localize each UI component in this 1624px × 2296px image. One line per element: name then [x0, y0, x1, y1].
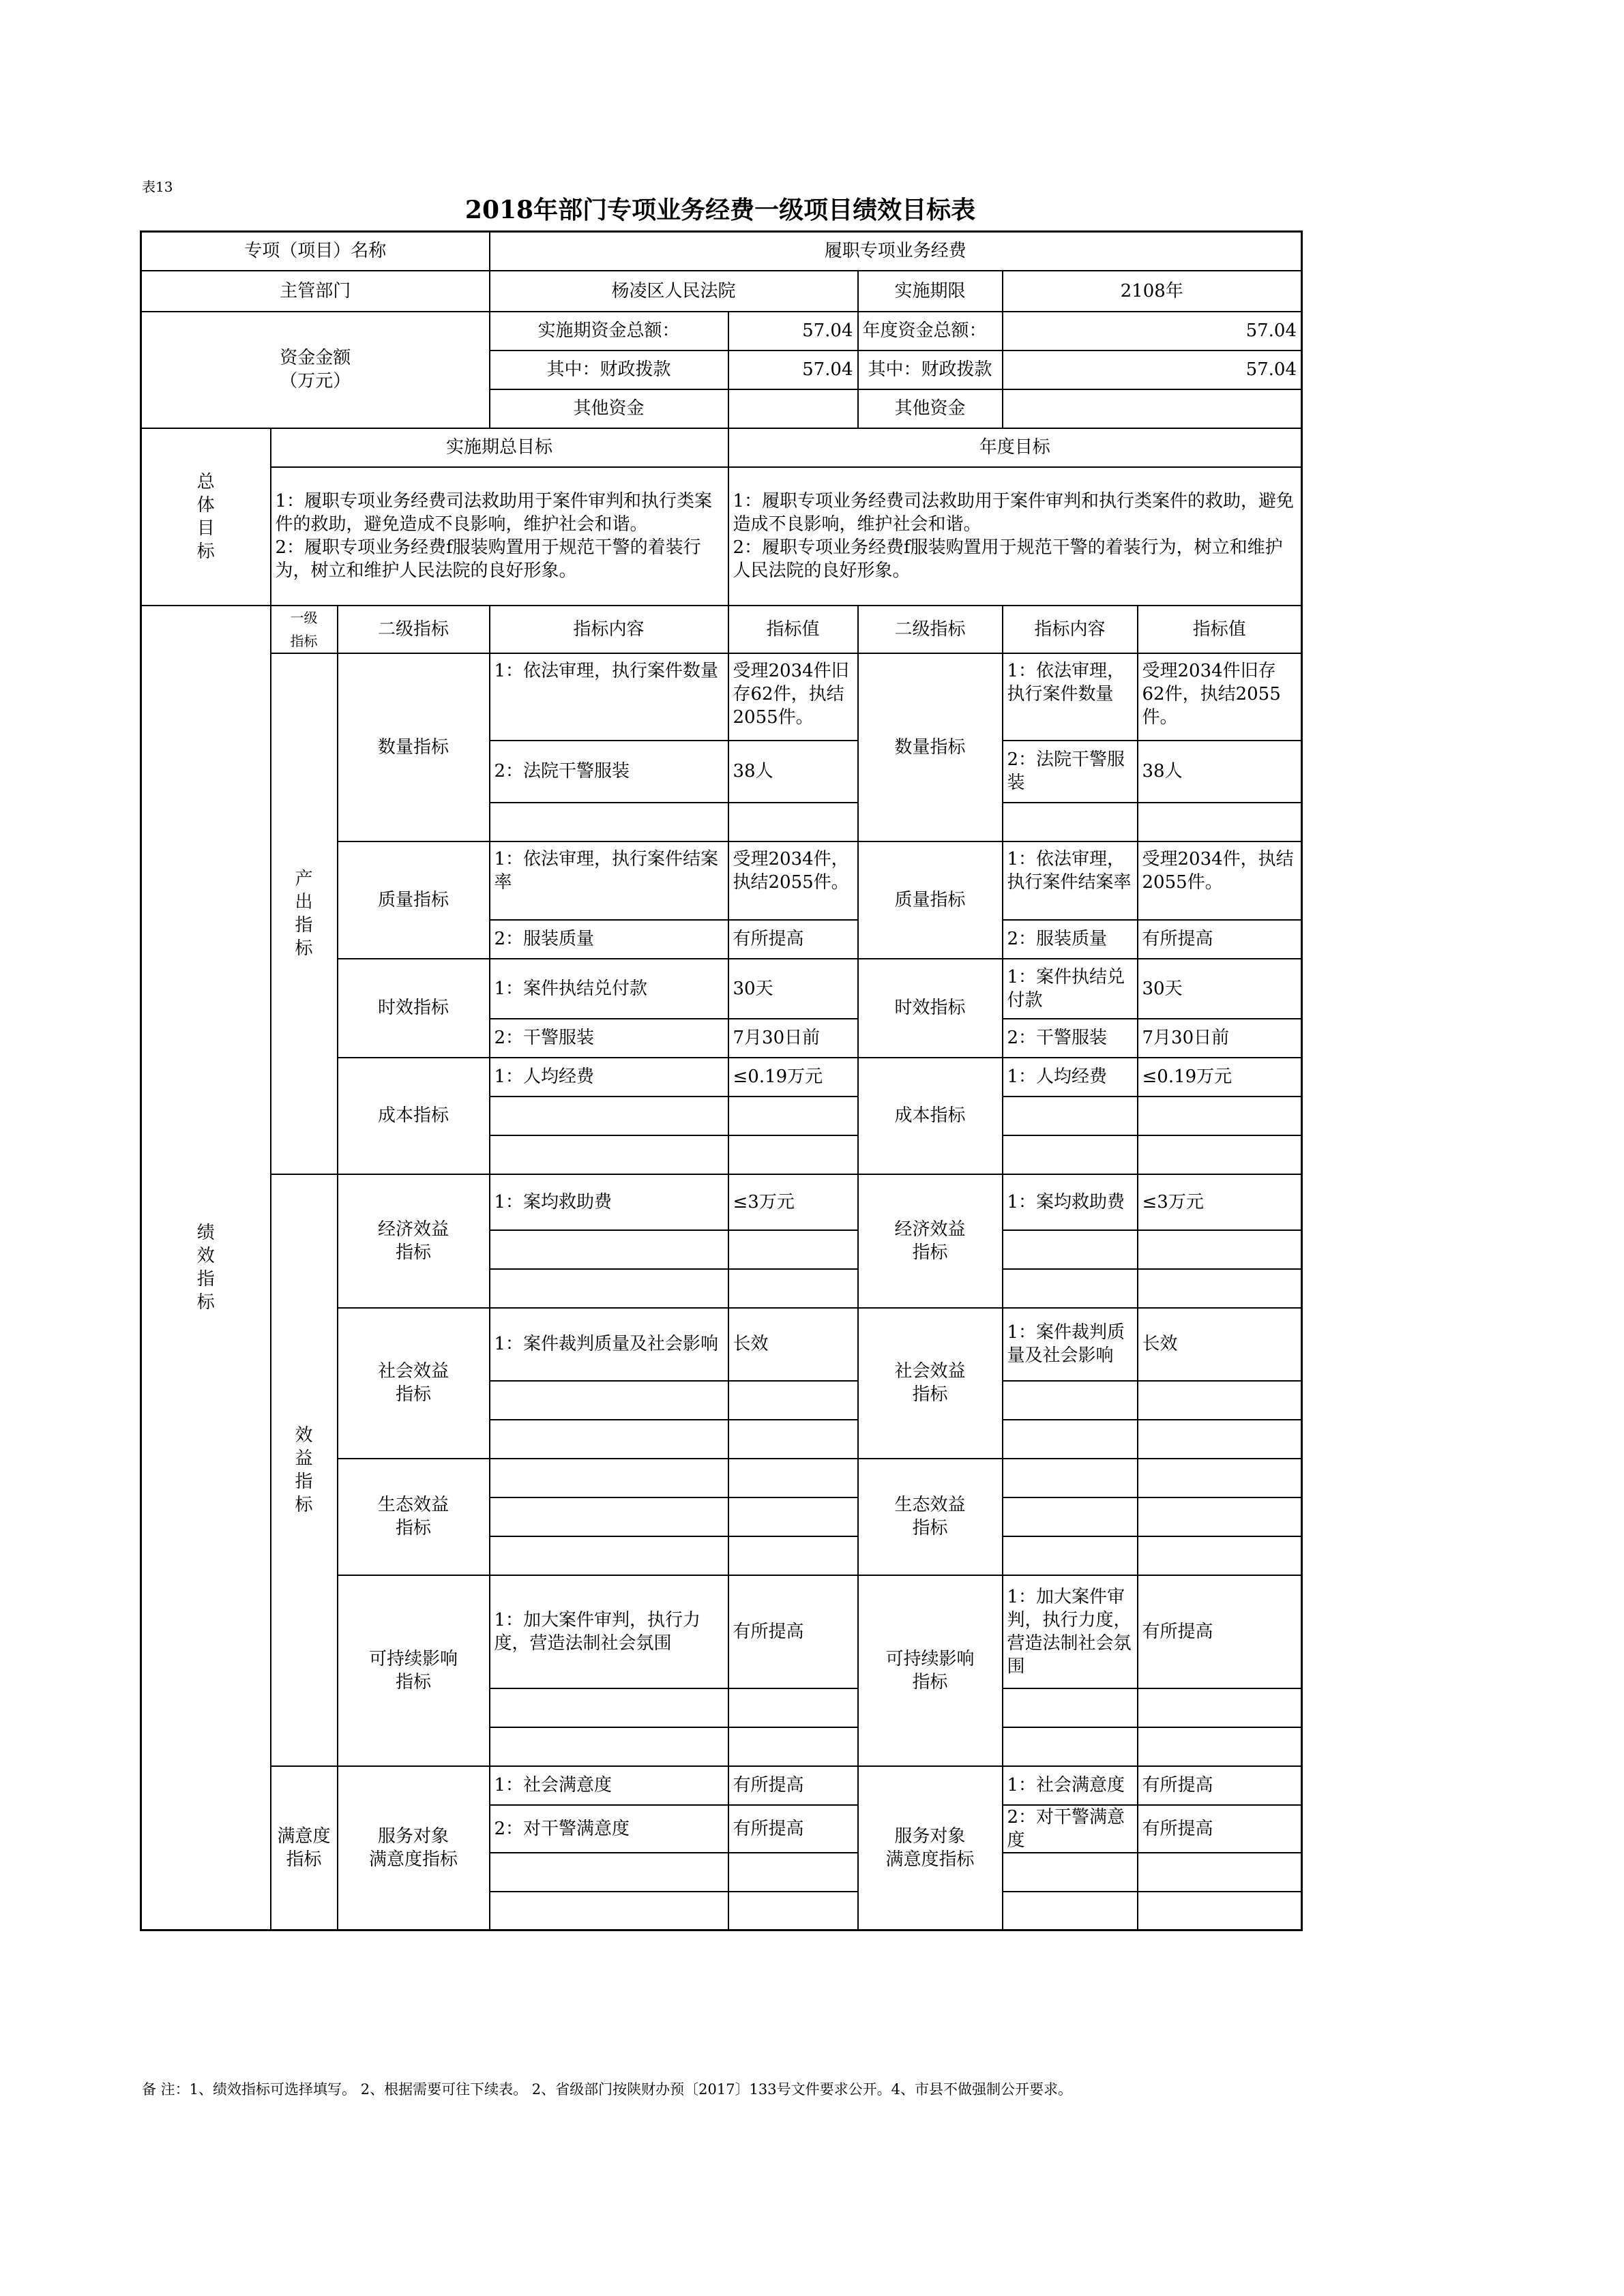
output-indicator-label: 产 出 指 标	[271, 653, 338, 1174]
social-year-value	[1138, 1381, 1302, 1420]
economic-impl-value	[728, 1230, 858, 1269]
cost-impl-content	[490, 1097, 728, 1135]
cost-impl-value	[728, 1135, 858, 1174]
year-fiscal-value: 57.04	[1003, 351, 1302, 389]
header-level2-year: 二级指标	[858, 606, 1003, 653]
cost-impl-value	[728, 1097, 858, 1135]
timeliness-year-value: 30天	[1138, 959, 1302, 1019]
sustainable-impl-content: 1：加大案件审判，执行力度，营造法制社会氛围	[490, 1575, 728, 1688]
quality-impl-content: 2：服装质量	[490, 920, 728, 959]
service-impl-value	[728, 1853, 858, 1892]
footnote: 备 注：1、绩效指标可选择填写。 2、根据需要可往下续表。 2、省级部门按陕财办预〔2017〕133号文件要求公开。4、市县不做强制公开要求。	[142, 2081, 1072, 2098]
impl-other-label: 其他资金	[490, 389, 728, 428]
ecology-impl-value	[728, 1497, 858, 1536]
quality-impl-value: 有所提高	[728, 920, 858, 959]
service-indicator-name-year: 服务对象 满意度指标	[858, 1766, 1003, 1930]
year-total-label: 年度资金总额：	[858, 312, 1003, 351]
timeliness-year-content: 2：干警服装	[1003, 1019, 1138, 1058]
social-year-value	[1138, 1420, 1302, 1459]
quantity-indicator-name-year: 数量指标	[858, 653, 1003, 841]
sustainable-impl-value: 有所提高	[728, 1575, 858, 1688]
ecology-year-value	[1138, 1536, 1302, 1575]
service-year-content	[1003, 1892, 1138, 1930]
header-content: 指标内容	[490, 606, 728, 653]
impl-total-value: 57.04	[728, 312, 858, 351]
sustainable-indicator-name: 可持续影响 指标	[338, 1575, 490, 1766]
impl-target-header: 实施期总目标	[271, 428, 728, 467]
social-year-content	[1003, 1381, 1138, 1420]
service-impl-value: 有所提高	[728, 1766, 858, 1805]
year-target-header: 年度目标	[728, 428, 1302, 467]
economic-year-content: 1：案均救助费	[1003, 1174, 1138, 1230]
period-label: 实施期限	[858, 271, 1003, 312]
quantity-impl-value: 受理2034件旧存62件，执结2055件。	[728, 653, 858, 741]
sustainable-year-value	[1138, 1688, 1302, 1727]
economic-year-value	[1138, 1230, 1302, 1269]
impl-total-label: 实施期资金总额：	[490, 312, 728, 351]
service-year-value: 有所提高	[1138, 1766, 1302, 1805]
social-indicator-name-year: 社会效益 指标	[858, 1308, 1003, 1459]
quantity-indicator-name: 数量指标	[338, 653, 490, 841]
overall-target-label: 总 体 目 标	[141, 428, 271, 606]
social-impl-content	[490, 1381, 728, 1420]
cost-indicator-name-year: 成本指标	[858, 1058, 1003, 1174]
ecology-indicator-name-year: 生态效益 指标	[858, 1459, 1003, 1575]
service-year-content	[1003, 1853, 1138, 1892]
social-year-value: 长效	[1138, 1308, 1302, 1381]
social-impl-value: 长效	[728, 1308, 858, 1381]
quantity-year-value: 受理2034件旧存62件，执结2055件。	[1138, 653, 1302, 741]
service-year-content: 1：社会满意度	[1003, 1766, 1138, 1805]
year-total-value: 57.04	[1003, 312, 1302, 351]
sustainable-impl-value	[728, 1688, 858, 1727]
ecology-impl-content	[490, 1497, 728, 1536]
header-value: 指标值	[728, 606, 858, 653]
service-year-value	[1138, 1853, 1302, 1892]
quantity-impl-value	[728, 803, 858, 841]
ecology-impl-content	[490, 1459, 728, 1497]
social-impl-content: 1：案件裁判质量及社会影响	[490, 1308, 728, 1381]
impl-other-value	[728, 389, 858, 428]
economic-impl-value: ≤3万元	[728, 1174, 858, 1230]
impl-target-text: 1：履职专项业务经费司法救助用于案件审判和执行类案件的救助，避免造成不良影响，维护社会和谐。 2：履职专项业务经费f服装购置用于规范干警的着装行为，树立和维护人民法院的良好形象。	[271, 467, 728, 606]
ecology-year-content	[1003, 1536, 1138, 1575]
quality-indicator-name-year: 质量指标	[858, 841, 1003, 959]
timeliness-impl-value: 30天	[728, 959, 858, 1019]
economic-impl-content	[490, 1269, 728, 1308]
service-impl-value: 有所提高	[728, 1805, 858, 1853]
quantity-impl-content: 2：法院干警服装	[490, 741, 728, 803]
project-name-label: 专项（项目）名称	[141, 232, 490, 271]
ecology-year-content	[1003, 1459, 1138, 1497]
timeliness-indicator-name-year: 时效指标	[858, 959, 1003, 1058]
satisfaction-indicator-label: 满意度 指标	[271, 1766, 338, 1930]
service-impl-value	[728, 1892, 858, 1930]
timeliness-indicator-name: 时效指标	[338, 959, 490, 1058]
economic-indicator-name-year: 经济效益 指标	[858, 1174, 1003, 1308]
timeliness-impl-content: 2：干警服装	[490, 1019, 728, 1058]
cost-year-value	[1138, 1097, 1302, 1135]
cost-year-content	[1003, 1135, 1138, 1174]
timeliness-year-content: 1：案件执结兑付款	[1003, 959, 1138, 1019]
quality-year-content: 1：依法审理，执行案件结案率	[1003, 841, 1138, 920]
header-level1: 一级 指标	[271, 606, 338, 653]
social-year-content: 1：案件裁判质量及社会影响	[1003, 1308, 1138, 1381]
quality-year-value: 有所提高	[1138, 920, 1302, 959]
ecology-indicator-name: 生态效益 指标	[338, 1459, 490, 1575]
cost-year-content	[1003, 1097, 1138, 1135]
dept-label: 主管部门	[141, 271, 490, 312]
page-title: 2018年部门专项业务经费一级项目绩效目标表	[464, 196, 976, 224]
header-content-year: 指标内容	[1003, 606, 1138, 653]
dept-value: 杨凌区人民法院	[490, 271, 858, 312]
sustainable-impl-content	[490, 1688, 728, 1727]
service-year-content: 2：对干警满意度	[1003, 1805, 1138, 1853]
quality-year-content: 2：服装质量	[1003, 920, 1138, 959]
timeliness-impl-content: 1：案件执结兑付款	[490, 959, 728, 1019]
year-other-value	[1003, 389, 1302, 428]
impl-fiscal-value: 57.04	[728, 351, 858, 389]
ecology-impl-value	[728, 1459, 858, 1497]
funds-label: 资金金额 （万元）	[141, 312, 490, 428]
performance-target-table	[140, 230, 1303, 1931]
economic-year-content	[1003, 1269, 1138, 1308]
project-name: 履职专项业务经费	[490, 232, 1302, 271]
cost-impl-content	[490, 1135, 728, 1174]
sustainable-impl-content	[490, 1727, 728, 1766]
quantity-year-content: 1：依法审理，执行案件数量	[1003, 653, 1138, 741]
sustainable-year-content: 1：加大案件审判，执行力度，营造法制社会氛围	[1003, 1575, 1138, 1688]
sustainable-year-content	[1003, 1727, 1138, 1766]
timeliness-impl-value: 7月30日前	[728, 1019, 858, 1058]
sustainable-year-content	[1003, 1688, 1138, 1727]
service-impl-content	[490, 1853, 728, 1892]
cost-indicator-name: 成本指标	[338, 1058, 490, 1174]
year-other-label: 其他资金	[858, 389, 1003, 428]
ecology-year-value	[1138, 1459, 1302, 1497]
service-impl-content: 2：对干警满意度	[490, 1805, 728, 1853]
sustainable-year-value: 有所提高	[1138, 1575, 1302, 1688]
header-level2: 二级指标	[338, 606, 490, 653]
ecology-impl-value	[728, 1536, 858, 1575]
sustainable-year-value	[1138, 1727, 1302, 1766]
ecology-impl-content	[490, 1536, 728, 1575]
service-impl-content: 1：社会满意度	[490, 1766, 728, 1805]
quality-impl-value: 受理2034件，执结2055件。	[728, 841, 858, 920]
impl-fiscal-label: 其中：财政拨款	[490, 351, 728, 389]
service-indicator-name: 服务对象 满意度指标	[338, 1766, 490, 1930]
quantity-year-value	[1138, 803, 1302, 841]
header-value-year: 指标值	[1138, 606, 1302, 653]
year-target-text: 1：履职专项业务经费司法救助用于案件审判和执行类案件的救助，避免造成不良影响，维护社会和谐。 2：履职专项业务经费f服装购置用于规范干警的着装行为，树立和维护人民法院的良好形象。	[728, 467, 1302, 606]
economic-year-content	[1003, 1230, 1138, 1269]
quantity-year-value: 38人	[1138, 741, 1302, 803]
cost-year-content: 1：人均经费	[1003, 1058, 1138, 1097]
quality-indicator-name: 质量指标	[338, 841, 490, 959]
cost-year-value	[1138, 1135, 1302, 1174]
social-impl-value	[728, 1420, 858, 1459]
economic-impl-content: 1：案均救助费	[490, 1174, 728, 1230]
table-number: 表13	[142, 179, 173, 195]
social-indicator-name: 社会效益 指标	[338, 1308, 490, 1459]
social-year-content	[1003, 1420, 1138, 1459]
quantity-impl-content: 1：依法审理，执行案件数量	[490, 653, 728, 741]
sustainable-impl-value	[728, 1727, 858, 1766]
sustainable-indicator-name-year: 可持续影响 指标	[858, 1575, 1003, 1766]
economic-indicator-name: 经济效益 指标	[338, 1174, 490, 1308]
economic-year-value	[1138, 1269, 1302, 1308]
perf-indicator-label: 绩 效 指 标	[141, 606, 271, 1930]
cost-year-value: ≤0.19万元	[1138, 1058, 1302, 1097]
economic-impl-content	[490, 1230, 728, 1269]
quality-year-value: 受理2034件，执结2055件。	[1138, 841, 1302, 920]
quality-impl-content: 1：依法审理，执行案件结案率	[490, 841, 728, 920]
economic-year-value: ≤3万元	[1138, 1174, 1302, 1230]
benefit-indicator-label: 效 益 指 标	[271, 1174, 338, 1766]
quantity-year-content	[1003, 803, 1138, 841]
social-impl-content	[490, 1420, 728, 1459]
cost-impl-content: 1：人均经费	[490, 1058, 728, 1097]
period-value: 2108年	[1003, 271, 1302, 312]
service-year-value	[1138, 1892, 1302, 1930]
year-fiscal-label: 其中：财政拨款	[858, 351, 1003, 389]
cost-impl-value: ≤0.19万元	[728, 1058, 858, 1097]
quantity-impl-value: 38人	[728, 741, 858, 803]
quantity-impl-content	[490, 803, 728, 841]
ecology-year-value	[1138, 1497, 1302, 1536]
economic-impl-value	[728, 1269, 858, 1308]
quantity-year-content: 2：法院干警服装	[1003, 741, 1138, 803]
service-impl-content	[490, 1892, 728, 1930]
service-year-value: 有所提高	[1138, 1805, 1302, 1853]
timeliness-year-value: 7月30日前	[1138, 1019, 1302, 1058]
ecology-year-content	[1003, 1497, 1138, 1536]
social-impl-value	[728, 1381, 858, 1420]
